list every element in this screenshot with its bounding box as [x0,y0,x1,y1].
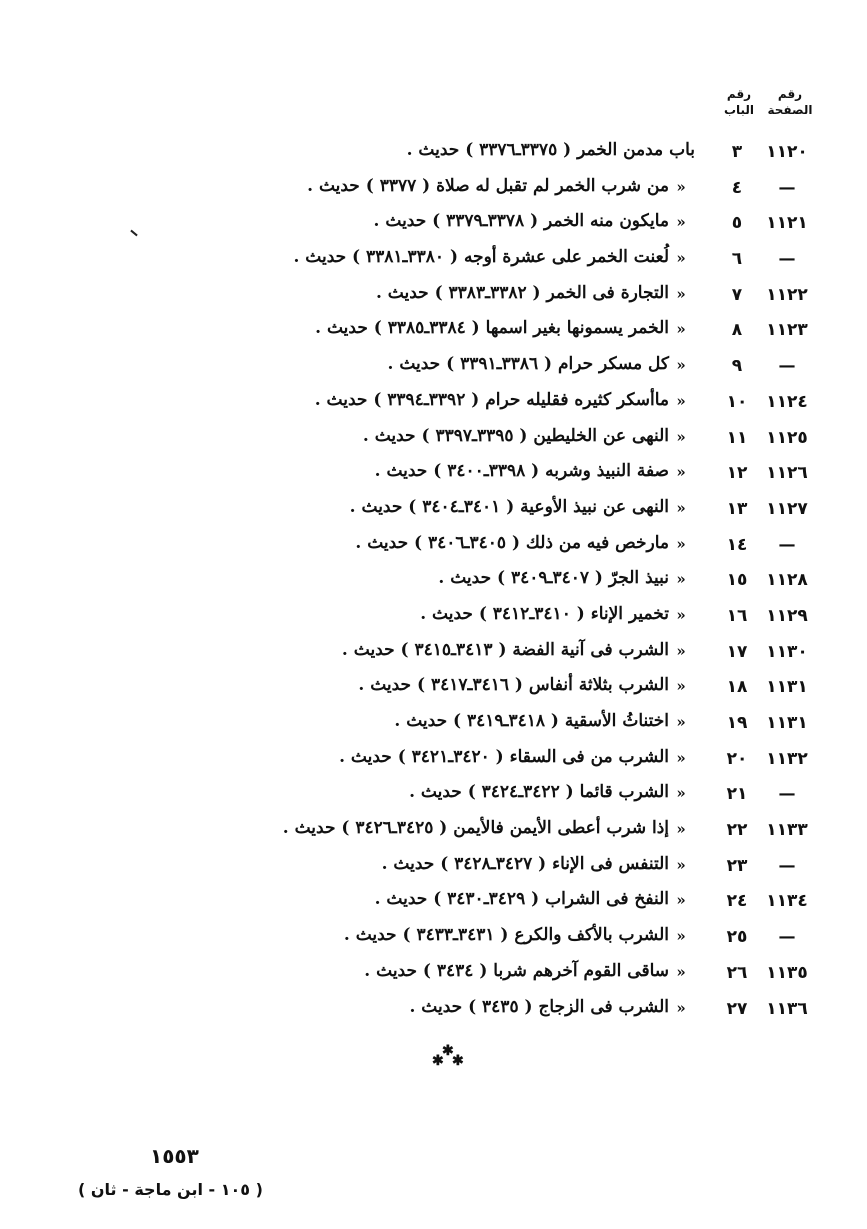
ditto-mark: « [676,498,686,517]
page-number-cell: ١١٢٤ [766,391,808,412]
index-row [0,172,867,208]
column-headers [695,86,815,124]
header-label: الصفحة [767,103,813,117]
chapter-title-cell: الشرب من فى السقاء ( ٣٤٢٠ـ٣٤٢١ ) حديث . [339,746,669,767]
ditto-mark: « [676,177,686,196]
ditto-mark: « [676,677,686,696]
chapter-title-cell: الشرب قائما ( ٣٤٢٢ـ٣٤٢٤ ) حديث . [409,782,669,803]
ornament-asterism [428,1044,478,1070]
ditto-mark: « [676,713,686,731]
chapter-title-cell: الخمر يسمونها بغير اسمها ( ٣٣٨٤ـ٣٣٨٥ ) حديث . [315,318,669,339]
index-row [0,386,867,422]
index-row [0,207,867,243]
page-number-cell: — [778,356,796,377]
chapter-number-cell: ١٨ [726,677,748,698]
header-label: الباب [723,103,755,117]
page-number-cell: ١١٢٦ [766,463,808,484]
chapter-number-cell: ٢٤ [726,891,748,912]
asterism-star: ✱ [452,1053,464,1069]
ditto-mark: « [676,213,686,232]
asterism-star: ✱ [432,1053,444,1069]
chapter-title-cell: مارخص فيه من ذلك ( ٣٤٠٥ـ٣٤٠٦ ) حديث . [355,532,669,553]
chapter-title-cell: لُعنت الخمر على عشرة أوجه ( ٣٣٨٠ـ٣٣٨١ ) حديث . [293,247,669,268]
page-number-cell: — [778,534,796,555]
ditto-mark: « [676,641,686,660]
chapter-title-cell: الشرب بثلاثة أنفاس ( ٣٤١٦ـ٣٤١٧ ) حديث . [358,675,669,696]
index-row [0,957,867,993]
chapter-title-cell: تخمير الإناء ( ٣٤١٠ـ٣٤١٢ ) حديث . [420,603,669,624]
index-row [0,457,867,493]
chapter-title-cell: النهى عن نبيذ الأوعية ( ٣٤٠١ـ٣٤٠٤ ) حديث . [349,496,669,517]
index-row [0,743,867,779]
chapter-title-cell: النهى عن الخليطين ( ٣٣٩٥ـ٣٣٩٧ ) حديث . [362,425,669,446]
chapter-number-cell: ١٦ [726,605,748,626]
ditto-mark: « [676,748,686,767]
index-entries [0,136,867,1028]
chapter-number-cell: ١١ [726,427,748,448]
page-number-cell: — [778,855,796,876]
index-row [0,600,867,636]
page-number-cell: ١١٣١ [766,713,808,733]
chapter-title-cell: من شرب الخمر لم تقبل له صلاة ( ٣٣٧٧ ) حديث . [307,175,669,196]
index-row [0,243,867,279]
ditto-mark: « [676,570,686,589]
chapter-number-cell: ٨ [731,320,743,341]
footer-page-number: ١٥٥٣ [150,1144,199,1168]
page-number-cell: — [778,784,796,805]
page-number-column-header [765,86,815,118]
page-number-cell: ١١٢٣ [766,320,808,341]
ditto-mark: « [676,998,686,1017]
ditto-mark: « [676,534,686,553]
index-row [0,564,867,600]
ditto-mark: « [676,356,686,375]
index-row [0,136,867,172]
chapter-title-cell: باب مدمن الخمر ( ٣٣٧٥ـ٣٣٧٦ ) حديث . [406,140,695,160]
chapter-title-cell: إذا شرب أعطى الأيمن فالأيمن ( ٣٤٢٥ـ٣٤٢٦ ) حديث . [282,818,669,839]
asterism-star: ✱ [442,1043,454,1059]
chapter-number-cell: ٧ [731,284,743,305]
chapter-title-cell: اختناثُ الأسقية ( ٣٤١٨ـ٣٤١٩ ) حديث . [394,711,669,731]
page-number-cell: ١١٣٤ [766,891,808,912]
index-row [0,707,867,743]
page-number-cell: ١١٣٦ [766,998,808,1019]
index-row [0,422,867,458]
chapter-number-cell: ٢٥ [726,927,748,948]
header-label: رقم [777,87,803,101]
index-row [0,493,867,529]
index-row [0,279,867,315]
chapter-number-cell: ٢٣ [726,855,748,876]
page-number-cell: ١١٢١ [766,213,808,234]
chapter-number-cell: ٢٧ [726,998,748,1019]
index-row [0,314,867,350]
chapter-number-cell: ١٢ [726,463,748,484]
ditto-mark: « [676,284,686,303]
chapter-title-cell: ساقى القوم آخرهم شربا ( ٣٤٣٤ ) حديث . [364,960,669,981]
index-row [0,993,867,1029]
index-row [0,671,867,707]
chapter-number-cell: ٤ [731,177,743,198]
index-row [0,529,867,565]
chapter-title-cell: مايكون منه الخمر ( ٣٣٧٨ـ٣٣٧٩ ) حديث . [373,211,669,232]
chapter-number-cell: ٢٠ [726,748,748,769]
page-number-cell: ١١٣١ [766,677,808,698]
chapter-number-cell: ١٧ [726,641,748,662]
ditto-mark: « [676,427,686,446]
chapter-number-cell: ٩ [731,356,743,377]
chapter-title-cell: كل مسكر حرام ( ٣٣٨٦ـ٣٣٩١ ) حديث . [387,354,669,375]
ditto-mark: « [676,391,686,410]
page-number-cell: ١١٣٠ [766,641,808,662]
chapter-number-cell: ١٠ [726,391,748,412]
ditto-mark: « [676,891,686,910]
footer-signature: ( ١٠٥ - ابن ماجة - ثان ) [78,1180,263,1199]
chapter-title-cell: التجارة فى الخمر ( ٣٣٨٢ـ٣٣٨٣ ) حديث . [375,282,669,303]
chapter-number-cell: ٢٦ [726,962,748,983]
page-number-cell: ١١٣٥ [766,962,808,983]
chapter-title-cell: الشرب فى الزجاج ( ٣٤٣٥ ) حديث . [409,996,669,1017]
page-number-cell: ١١٢٩ [766,605,808,626]
page-number-cell: ١١٢٠ [766,142,808,162]
chapter-number-cell: ٣ [731,142,743,162]
header-label: رقم [726,87,752,101]
chapter-number-cell: ٦ [731,249,743,270]
ditto-mark: « [676,927,686,946]
chapter-title-cell: التنفس فى الإناء ( ٣٤٢٧ـ٣٤٢٨ ) حديث . [381,853,669,874]
index-row [0,636,867,672]
chapter-number-cell: ١٥ [726,570,748,591]
index-row [0,350,867,386]
chapter-title-cell: الشرب بالأكف والكرع ( ٣٤٣١ـ٣٤٣٣ ) حديث . [343,925,669,946]
chapter-number-cell: ١٤ [726,534,748,555]
page-number-cell: — [778,177,796,198]
ditto-mark: « [676,605,686,624]
page-number-cell: — [778,927,796,948]
chapter-title-cell: الشرب فى آنية الفضة ( ٣٤١٣ـ٣٤١٥ ) حديث . [341,639,669,660]
chapter-number-cell: ٢١ [726,784,748,805]
index-row [0,921,867,957]
chapter-title-cell: صفة النبيذ وشربه ( ٣٣٩٨ـ٣٤٠٠ ) حديث . [374,461,669,482]
page-number-cell: ١١٣٢ [766,748,808,769]
chapter-number-cell: ٢٢ [726,820,748,841]
page-number-cell: ١١٢٨ [766,570,808,591]
ditto-mark: « [676,962,686,981]
ditto-mark: « [676,820,686,839]
page-number-cell: ١١٢٢ [766,284,808,305]
ditto-mark: « [676,855,686,874]
ditto-mark: « [676,463,686,482]
chapter-number-cell: ١٣ [726,498,748,519]
page-number-cell: ١١٢٧ [766,498,808,519]
page-number-cell: ١١٢٥ [766,427,808,448]
page-number-cell: ١١٣٣ [766,820,808,841]
ditto-mark: « [676,320,686,339]
index-row [0,778,867,814]
chapter-title-cell: نبيذ الجرّ ( ٣٤٠٧ـ٣٤٠٩ ) حديث . [438,568,669,589]
ditto-mark: « [676,784,686,803]
chapter-title-cell: ماأسكر كثيره فقليله حرام ( ٣٣٩٢ـ٣٣٩٤ ) حديث . [314,389,669,410]
chapter-title-cell: النفخ فى الشراب ( ٣٤٢٩ـ٣٤٣٠ ) حديث . [374,889,669,910]
chapter-number-cell: ١٩ [726,713,748,733]
chapter-number-cell: ٥ [731,213,743,234]
index-row [0,885,867,921]
chapter-number-column-header [719,86,759,118]
page-number-cell: — [778,249,796,270]
ditto-mark: « [676,249,686,268]
index-row [0,850,867,886]
index-row [0,814,867,850]
